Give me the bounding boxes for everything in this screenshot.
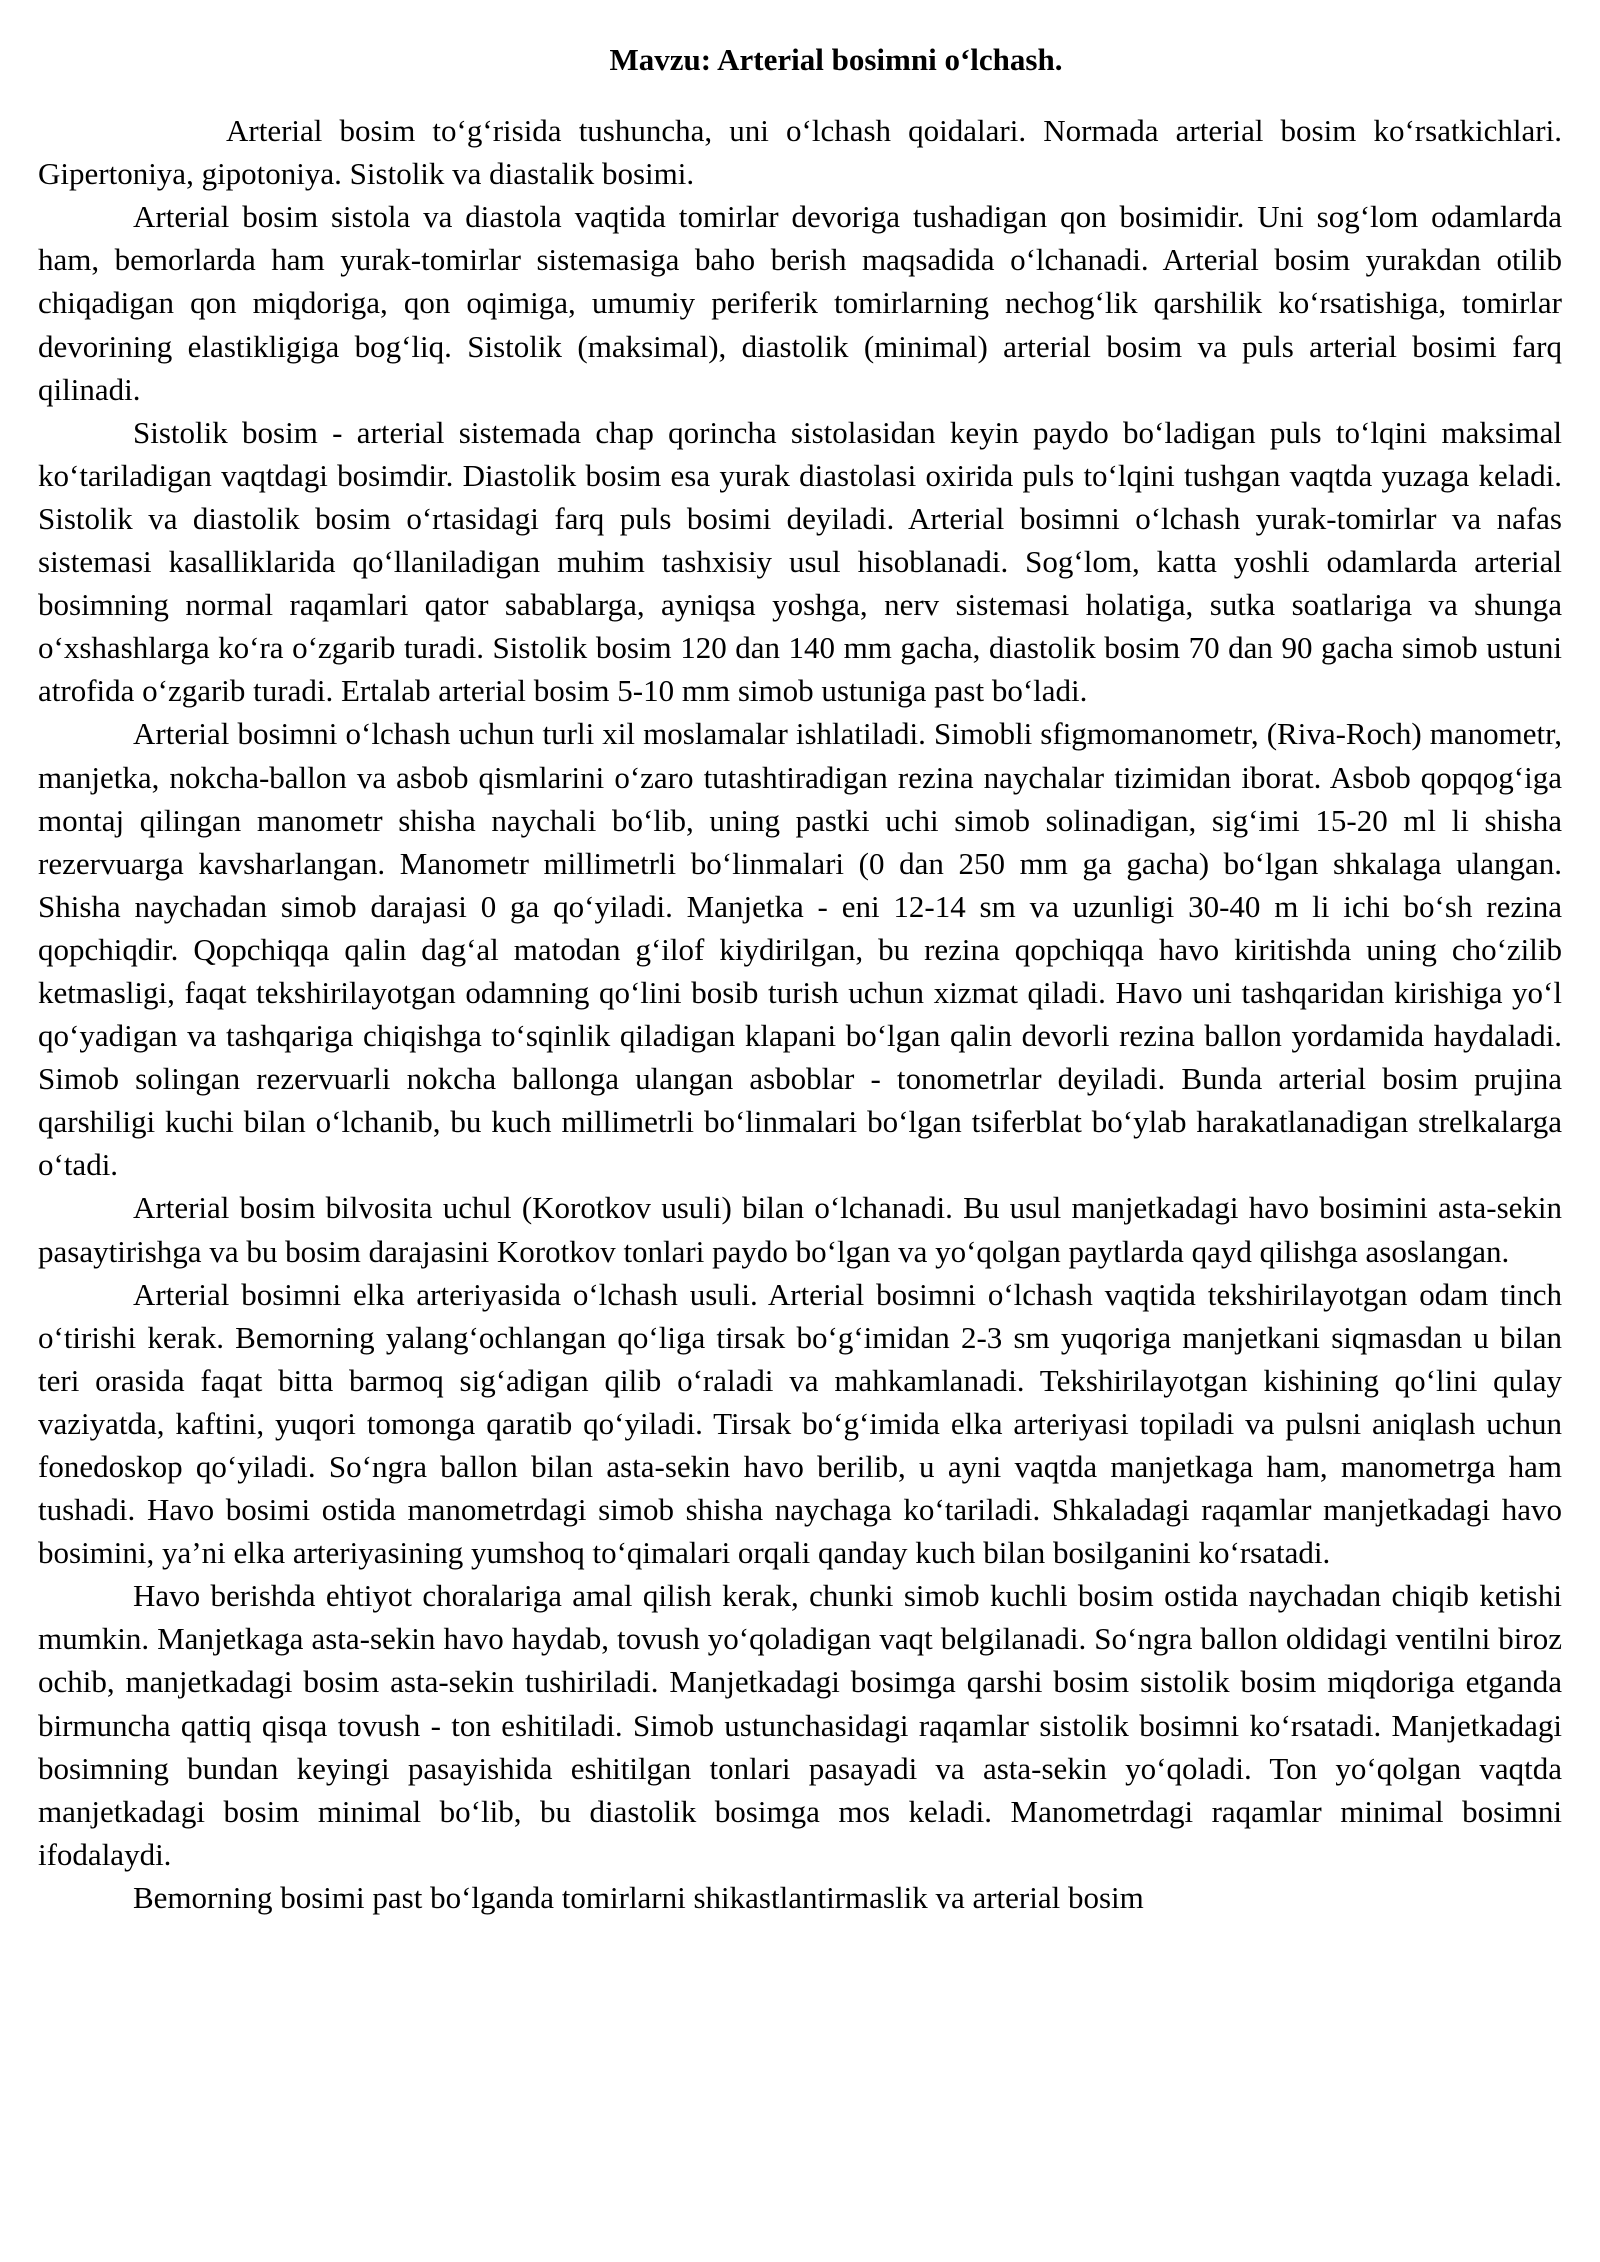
paragraph-intro: Arterial bosim to‘g‘risida tushuncha, uni o‘lchash qoidalari. Normada arterial bosim ko‘rsatkichlari. Gipertoniya, gipotoniya. Sistolik va diastalik bosimi.	[38, 113, 1562, 192]
paragraph-systolic-diastolic: Sistolik bosim - arterial sistemada chap qorincha sistolasidan keyin paydo bo‘ladigan puls to‘lqini maksimal ko‘tariladigan vaqtdagi bosimdir. Diastolik bosim esa yurak diastolasi oxirida puls to‘lqini tushgan vaqtda yuzaga keladi. Sistolik va diastolik bosim o‘rtasidagi farq puls bosimi deyiladi. Arterial bosimni o‘lchash yurak-tomirlar va nafas sistemasi kasalliklarida qo‘llaniladigan muhim tashxisiy usul hisoblanadi. Sog‘lom, katta yoshli odamlarda arterial bosimning normal raqamlari qator sabablarga, ayniqsa yoshga, nerv sistemasi holatiga, sutka soatlariga va shunga o‘xshashlarga ko‘ra o‘zgarib turadi. Sistolik bosim 120 dan 140 mm gacha, diastolik bosim 70 dan 90 gacha simob ustuni atrofida o‘zgarib turadi. Ertalab arterial bosim 5-10 mm simob ustuniga past bo‘ladi.	[38, 414, 1562, 709]
paragraph-low-pressure: Bemorning bosimi past bo‘lganda tomirlarni shikastlantirmaslik va arterial bosim	[133, 1879, 1144, 1915]
page-title: Mavzu: Arterial bosimni o‘lchash.	[609, 42, 1063, 77]
paragraph-brachial-measurement: Arterial bosimni elka arteriyasida o‘lchash usuli. Arterial bosimni o‘lchash vaqtida tekshirilayotgan odam tinch o‘tirishi kerak. Bemorning yalang‘ochlangan qo‘liga tirsak bo‘g‘imidan 2-3 sm yuqoriga manjetkani siqmasdan u bilan teri orasida faqat bitta barmoq sig‘adigan qilib o‘raladi va mahkamlanadi. Tekshirilayotgan kishining qo‘lini qulay vaziyatda, kaftini, yuqori tomonga qaratib qo‘yiladi. Tirsak bo‘g‘imida elka arteriyasi topiladi va pulsni aniqlash uchun fonedoskop qo‘yiladi. So‘ngra ballon bilan asta-sekin havo berilib, u ayni vaqtda manjetkaga ham, manometrga ham tushadi. Havo bosimi ostida manometrdagi simob shisha naychaga ko‘tariladi. Shkaladagi raqamlar manjetkadagi havo bosimini, ya’ni elka arteriyasining yumshoq to‘qimalari orqali qanday kuch bilan bosilganini ko‘rsatadi.	[38, 1276, 1562, 1571]
document-page	[38, 38, 1562, 1919]
paragraph-precautions: Havo berishda ehtiyot choralariga amal qilish kerak, chunki simob kuchli bosim ostida naychadan chiqib ketishi mumkin. Manjetkaga asta-sekin havo haydab, tovush yo‘qoladigan vaqt belgilanadi. So‘ngra ballon oldidagi ventilni biroz ochib, manjetkadagi bosim asta-sekin tushiriladi. Manjetkadagi bosimga qarshi bosim sistolik bosim miqdoriga etganda birmuncha qattiq qisqa tovush - ton eshitiladi. Simob ustunchasidagi raqamlar sistolik bosimni ko‘rsatadi. Manjetkadagi bosimning bundan keyingi pasayishida eshitilgan tonlari pasayadi va asta-sekin yo‘qoladi. Ton yo‘qolgan vaqtda manjetkadagi bosim minimal bo‘lib, bu diastolik bosimga mos keladi. Manometrdagi raqamlar minimal bosimni ifodalaydi.	[38, 1578, 1562, 1872]
paragraph-korotkov-method: Arterial bosim bilvosita uchul (Korotkov usuli) bilan o‘lchanadi. Bu usul manjetkadagi havo bosimini asta-sekin pasaytirishga va bu bosim darajasini Korotkov tonlari paydo bo‘lgan va yo‘qolgan paytlarda qayd qilishga asoslangan.	[38, 1190, 1562, 1269]
paragraph-definition: Arterial bosim sistola va diastola vaqtida tomirlar devoriga tushadigan qon bosimidir. Uni sog‘lom odamlarda ham, bemorlarda ham yurak-tomirlar sistemasiga baho berish maqsadida o‘lchanadi. Arterial bosim yurakdan otilib chiqadigan qon miqdoriga, qon oqimiga, umumiy periferik tomirlarning nechog‘lik qarshilik ko‘rsatishiga, tomirlar devorining elastikligiga bog‘liq. Sistolik (maksimal), diastolik (minimal) arterial bosim va puls arterial bosimi farq qilinadi.	[38, 199, 1562, 407]
paragraph-instruments: Arterial bosimni o‘lchash uchun turli xil moslamalar ishlatiladi. Simobli sfigmomanometr, (Riva-Roch) manometr, manjetka, nokcha-ballon va asbob qismlarini o‘zaro tutashtiradigan rezina naychalar tizimidan iborat. Asbob qopqog‘iga montaj qilingan manometr shisha naychali bo‘lib, uning pastki uchi simob solinadigan, sig‘imi 15-20 ml li shisha rezervuarga kavsharlangan. Manometr millimetrli bo‘linmalari (0 dan 250 mm ga gacha) bo‘lgan shkalaga ulangan. Shisha naychadan simob darajasi 0 ga qo‘yiladi. Manjetka - eni 12-14 sm va uzunligi 30-40 m li ichi bo‘sh rezina qopchiqdir. Qopchiqqa qalin dag‘al matodan g‘ilof kiydirilgan, bu rezina qopchiqqa havo kiritishda uning cho‘zilib ketmasligi, faqat tekshirilayotgan odamning qo‘lini bosib turish uchun xizmat qiladi. Havo uni tashqaridan kirishiga yo‘l qo‘yadigan va tashqariga chiqishga to‘sqinlik qiladigan klapani bo‘lgan qalin devorli rezina ballon yordamida haydaladi. Simob solingan rezervuarli nokcha ballonga ulangan asboblar - tonometrlar deyiladi. Bunda arterial bosim prujina qarshiligi kuchi bilan o‘lchanib, bu kuch millimetrli bo‘linmalari bo‘lgan tsiferblat bo‘ylab harakatlanadigan strelkalarga o‘tadi.	[38, 716, 1562, 1183]
